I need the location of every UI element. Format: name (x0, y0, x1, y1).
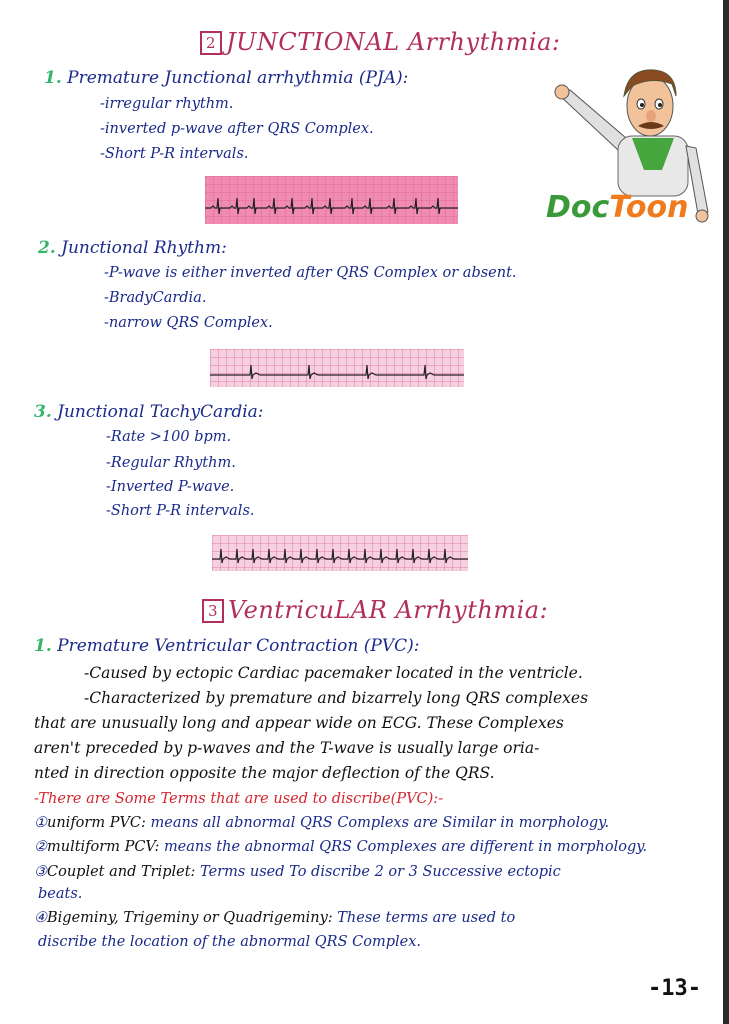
jt-point: -Rate >100 bpm. (106, 429, 232, 445)
jr-title-text: Junctional Rhythm: (61, 238, 227, 258)
term-label: multiform PCV: (47, 839, 160, 855)
pvc-term-continued: beats. (38, 886, 83, 902)
term-text: Terms used To discribe 2 or 3 Successive ectopic (200, 864, 561, 880)
pja-point: -inverted p-wave after QRS Complex. (100, 121, 374, 137)
ecg-strip-pja (205, 176, 458, 224)
pvc-line: that are unusually long and appear wide on ECG. These Complexes (34, 714, 564, 732)
pvc-term (34, 815, 609, 831)
pja-point: -Short P-R intervals. (100, 146, 249, 162)
heading-junctional (200, 28, 561, 56)
term-text: means the abnormal QRS Complexes are different in morphology. (163, 839, 648, 855)
page-edge (723, 0, 729, 1024)
term-label: Couplet and Triplet: (47, 864, 196, 880)
term-number: ① (34, 815, 47, 831)
pvc-line: -Characterized by premature and bizarrely long QRS complexes (84, 689, 589, 707)
jr-number: 2. (38, 238, 56, 258)
ecg-strip-jt (212, 535, 468, 571)
heading-number-box: 3 (202, 599, 224, 623)
ecg-trace (212, 535, 468, 571)
logo-part1: Doc (546, 190, 610, 225)
pvc-line: -Caused by ectopic Cardiac pacemaker located in the ventricle. (84, 664, 583, 682)
pvc-term (34, 864, 561, 880)
term-number: ② (34, 839, 47, 855)
heading-title: JUNCTIONAL Arrhythmia: (226, 28, 561, 56)
pvc-term (34, 839, 647, 855)
pja-number: 1. (44, 68, 62, 88)
pvc-line: nted in direction opposite the major deflection of the QRS. (34, 764, 495, 782)
logo-part2: Toon (609, 190, 689, 225)
jt-title-text: Junctional TachyCardia: (57, 402, 264, 422)
pvc-term-continued: discribe the location of the abnormal QRS Complex. (38, 934, 421, 950)
pja-title (44, 68, 408, 88)
jr-point: -narrow QRS Complex. (104, 315, 273, 331)
ecg-trace (205, 176, 458, 224)
heading-title: VentricuLAR Arrhythmia: (228, 596, 549, 624)
term-text: means all abnormal QRS Complexs are Similar in morphology. (150, 815, 610, 831)
ecg-trace (210, 349, 464, 387)
jt-point: -Short P-R intervals. (106, 503, 255, 519)
jt-number: 3. (34, 402, 52, 422)
pvc-term (34, 910, 515, 926)
pvc-number: 1. (34, 636, 52, 656)
pvc-title (34, 636, 419, 656)
heading-ventricular (202, 596, 548, 624)
term-number: ③ (34, 864, 47, 880)
ecg-strip-jr (210, 349, 464, 387)
jt-point: -Inverted P-wave. (106, 479, 235, 495)
doctoon-logo (546, 190, 688, 225)
term-label: uniform PVC: (47, 815, 146, 831)
jr-point: -BradyCardia. (104, 290, 207, 306)
pvc-terms-intro: -There are Some Terms that are used to discribe(PVC):- (34, 791, 444, 807)
pvc-title-text: Premature Ventricular Contraction (PVC): (57, 636, 420, 656)
pja-title-text: Premature Junctional arrhythmia (PJA): (67, 68, 409, 88)
jr-title (38, 238, 227, 258)
jr-point: -P-wave is either inverted after QRS Complex or absent. (104, 265, 517, 281)
pvc-line: aren't preceded by p-waves and the T-wave is usually large oria- (34, 739, 540, 757)
jt-title (34, 402, 264, 422)
term-label: Bigeminy, Trigeminy or Quadrigeminy: (47, 910, 333, 926)
term-number: ④ (34, 910, 47, 926)
heading-number-box: 2 (200, 31, 222, 55)
jt-point: -Regular Rhythm. (106, 455, 236, 471)
page-number: -13- (648, 976, 701, 1001)
pja-point: -irregular rhythm. (100, 96, 234, 112)
term-text: These terms are used to (337, 910, 516, 926)
